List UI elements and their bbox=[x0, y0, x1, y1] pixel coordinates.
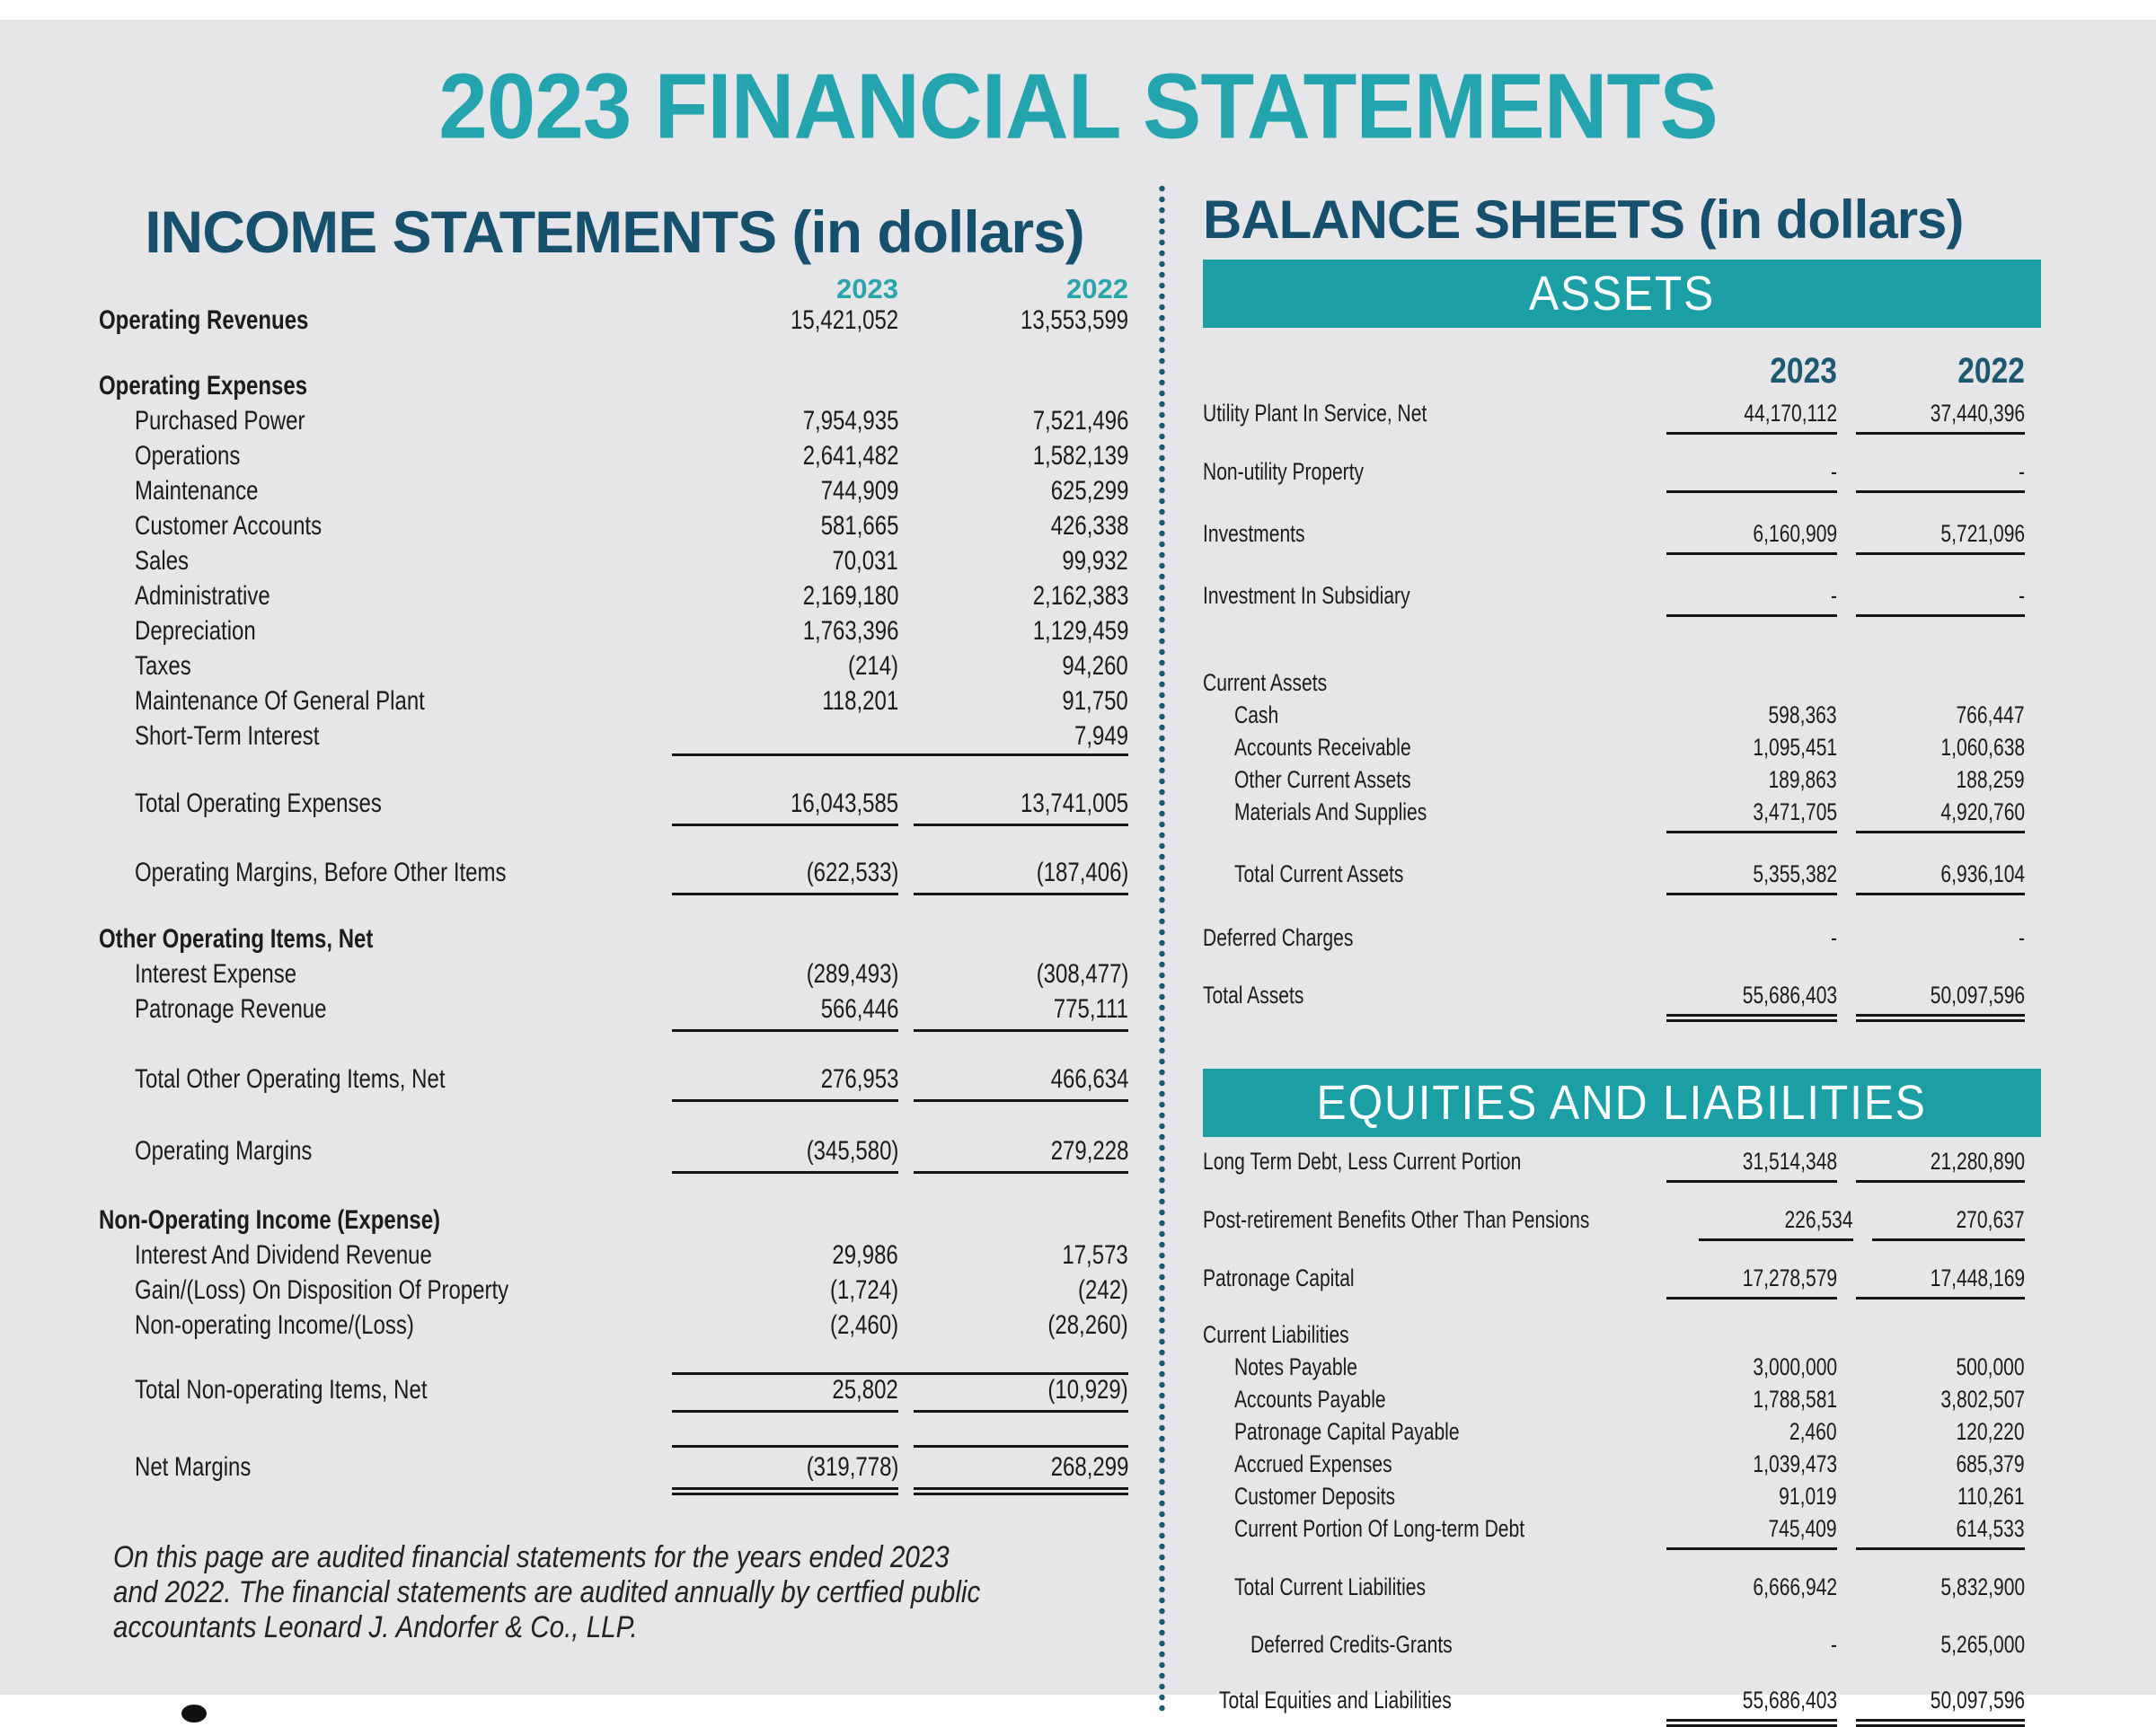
statement-row bbox=[99, 546, 1130, 581]
value-2023: 29,986 bbox=[832, 1240, 898, 1270]
year-header-2023: 2023 bbox=[1770, 351, 1837, 391]
assets-banner-label: ASSETS bbox=[1528, 267, 1716, 321]
value-2023: 745,409 bbox=[1666, 1515, 1837, 1550]
value-2022: 21,280,890 bbox=[1856, 1148, 2025, 1183]
equities-liabilities-banner bbox=[1203, 1069, 2041, 1137]
value-2023: - bbox=[1830, 924, 1837, 951]
value-2022 bbox=[1856, 1321, 2025, 1353]
value-2023: - bbox=[1666, 582, 1837, 617]
row-label: Non-operating Income/(Loss) bbox=[135, 1310, 414, 1340]
value-2022: 37,440,396 bbox=[1856, 400, 2025, 435]
statement-row bbox=[99, 959, 1130, 994]
statement-row bbox=[99, 858, 1130, 895]
value-2022: 775,111 bbox=[914, 994, 1128, 1032]
row-label: Total Assets bbox=[1203, 982, 1304, 1009]
statement-row bbox=[99, 305, 1130, 340]
value-2022: 17,448,169 bbox=[1856, 1264, 2025, 1300]
statement-row bbox=[99, 581, 1130, 616]
value-2023: (319,778) bbox=[672, 1445, 898, 1495]
audit-note-line: and 2022. The financial statements are audited annually by certfied public bbox=[113, 1575, 981, 1609]
value-2022: 5,832,900 bbox=[1940, 1573, 2025, 1600]
statement-row bbox=[99, 1240, 1130, 1275]
value-2023: 2,460 bbox=[1789, 1418, 1837, 1445]
statement-row bbox=[1203, 1148, 2041, 1183]
row-label: Sales bbox=[135, 546, 190, 576]
financial-statements-page bbox=[0, 20, 2156, 1714]
row-label: Short-Term Interest bbox=[135, 721, 320, 751]
statement-row bbox=[1203, 582, 2041, 617]
row-label: Operations bbox=[135, 441, 241, 471]
value-2022: 50,097,596 bbox=[1856, 982, 2025, 1022]
value-2023: 15,421,052 bbox=[790, 305, 898, 335]
statement-row bbox=[99, 994, 1130, 1032]
value-2022: (242) bbox=[1077, 1275, 1128, 1305]
value-2022: 17,573 bbox=[1062, 1240, 1128, 1270]
value-2022: 614,533 bbox=[1856, 1515, 2025, 1550]
equities-rows bbox=[1203, 1148, 2041, 1727]
statement-row bbox=[99, 1310, 1130, 1345]
row-label: Post-retirement Benefits Other Than Pensions bbox=[1203, 1206, 1590, 1233]
value-2023: (289,493) bbox=[806, 959, 898, 989]
value-2023: 598,363 bbox=[1768, 701, 1837, 728]
row-label: Current Portion Of Long-term Debt bbox=[1234, 1515, 1525, 1542]
value-2023: 276,953 bbox=[672, 1064, 898, 1102]
row-label: Net Margins bbox=[135, 1452, 252, 1482]
value-2023: 3,471,705 bbox=[1666, 798, 1837, 833]
value-2022: 5,265,000 bbox=[1940, 1631, 2025, 1658]
page-title: 2023 FINANCIAL STATEMENTS bbox=[438, 54, 1718, 158]
statement-row bbox=[1203, 798, 2041, 833]
row-label: Deferred Credits-Grants bbox=[1250, 1631, 1453, 1658]
value-2023 bbox=[672, 1205, 898, 1240]
row-label: Current Liabilities bbox=[1203, 1321, 1349, 1348]
value-2022: 279,228 bbox=[914, 1136, 1128, 1174]
value-2023 bbox=[672, 721, 898, 756]
value-2022: 500,000 bbox=[1956, 1353, 2025, 1380]
value-2022 bbox=[914, 924, 1128, 959]
statement-row bbox=[1203, 400, 2041, 435]
value-2022: 4,920,760 bbox=[1856, 798, 2025, 833]
row-label: Operating Revenues bbox=[99, 305, 309, 335]
value-2023: - bbox=[1830, 1631, 1837, 1658]
value-2022: 188,259 bbox=[1956, 766, 2025, 793]
row-label: Investments bbox=[1203, 520, 1305, 547]
equities-banner-label: EQUITIES AND LIABILITIES bbox=[1316, 1076, 1928, 1130]
year-header-2022: 2022 bbox=[1957, 351, 2025, 391]
statement-row bbox=[99, 721, 1130, 756]
balance-sheet-section bbox=[1203, 189, 2041, 1727]
value-2023: 581,665 bbox=[820, 511, 898, 541]
value-2023: 1,039,473 bbox=[1753, 1450, 1837, 1477]
value-2023: 3,000,000 bbox=[1753, 1353, 1837, 1380]
value-2022: - bbox=[2018, 924, 2025, 951]
value-2022: - bbox=[1856, 582, 2025, 617]
income-statement-section bbox=[99, 198, 1130, 1645]
row-label: Other Current Assets bbox=[1234, 766, 1411, 793]
row-label: Purchased Power bbox=[135, 406, 305, 436]
row-label: Interest Expense bbox=[135, 959, 297, 989]
statement-row bbox=[1203, 669, 2041, 701]
value-2023: 25,802 bbox=[672, 1375, 898, 1413]
value-2023: 6,160,909 bbox=[1666, 520, 1837, 555]
value-2023: 744,909 bbox=[820, 476, 898, 506]
statement-row bbox=[1203, 1264, 2041, 1300]
audit-note-line: accountants Leonard J. Andorfer & Co., LLP. bbox=[113, 1610, 638, 1644]
row-label: Operating Expenses bbox=[99, 371, 308, 401]
row-label: Administrative bbox=[135, 581, 270, 611]
row-label: Investment In Subsidiary bbox=[1203, 582, 1410, 609]
value-2022 bbox=[1856, 669, 2025, 701]
value-2022: (187,406) bbox=[914, 858, 1128, 895]
value-2023: 1,095,451 bbox=[1753, 734, 1837, 761]
row-label: Gain/(Loss) On Disposition Of Property bbox=[135, 1275, 509, 1305]
statement-row bbox=[99, 511, 1130, 546]
row-label: Long Term Debt, Less Current Portion bbox=[1203, 1148, 1522, 1175]
value-2022: 3,802,507 bbox=[1940, 1386, 2025, 1413]
row-label: Patronage Capital Payable bbox=[1234, 1418, 1460, 1445]
row-label: Total Current Liabilities bbox=[1234, 1573, 1427, 1600]
row-label: Operating Margins bbox=[135, 1136, 313, 1166]
balance-sheet-title: BALANCE SHEETS (in dollars) bbox=[1203, 189, 1964, 250]
value-2023 bbox=[1666, 1321, 1837, 1353]
statement-row bbox=[99, 441, 1130, 476]
audit-note bbox=[99, 1540, 1130, 1645]
value-2023: 6,666,942 bbox=[1753, 1573, 1837, 1600]
statement-row bbox=[1203, 1450, 2041, 1483]
value-2023 bbox=[672, 371, 898, 406]
statement-row bbox=[1203, 1386, 2041, 1418]
statement-row bbox=[1203, 860, 2041, 895]
assets-banner bbox=[1203, 260, 2041, 328]
statement-row bbox=[99, 1064, 1130, 1102]
value-2023: 566,446 bbox=[672, 994, 898, 1032]
value-2022: 99,932 bbox=[1062, 546, 1128, 576]
row-label: Cash bbox=[1234, 701, 1279, 728]
year-header-2022: 2022 bbox=[1066, 273, 1128, 304]
value-2022: 91,750 bbox=[1062, 686, 1128, 716]
statement-row bbox=[99, 371, 1130, 406]
statement-row bbox=[99, 651, 1130, 686]
statement-row bbox=[99, 616, 1130, 651]
statement-row bbox=[1203, 1206, 2041, 1241]
value-2023: - bbox=[1666, 458, 1837, 493]
statement-row bbox=[1203, 766, 2041, 798]
row-label: Total Other Operating Items, Net bbox=[135, 1064, 446, 1094]
value-2023: 55,686,403 bbox=[1666, 982, 1837, 1022]
row-label: Current Assets bbox=[1203, 669, 1328, 696]
value-2023: 2,641,482 bbox=[802, 441, 898, 471]
row-label: Total Current Assets bbox=[1234, 860, 1404, 887]
statement-row bbox=[99, 476, 1130, 511]
value-2022 bbox=[914, 371, 1128, 406]
income-year-headers bbox=[99, 273, 1130, 305]
row-label: Total Equities and Liabilities bbox=[1218, 1687, 1452, 1714]
value-2023: 17,278,579 bbox=[1666, 1264, 1837, 1300]
value-2023: 1,788,581 bbox=[1753, 1386, 1837, 1413]
value-2022: - bbox=[1856, 458, 2025, 493]
top-white-strip bbox=[0, 0, 2156, 20]
value-2022: (28,260) bbox=[1047, 1310, 1128, 1340]
year-header-2023: 2023 bbox=[836, 273, 898, 304]
value-2023: 226,534 bbox=[1699, 1206, 1853, 1241]
value-2022: 426,338 bbox=[1050, 511, 1128, 541]
row-label: Patronage Capital bbox=[1203, 1264, 1355, 1291]
statement-row bbox=[1203, 1687, 2041, 1727]
assets-rows bbox=[1203, 400, 2041, 1022]
value-2022: 1,582,139 bbox=[1032, 441, 1128, 471]
value-2022: 6,936,104 bbox=[1856, 860, 2025, 895]
value-2023: 70,031 bbox=[832, 546, 898, 576]
dotted-column-divider bbox=[1159, 183, 1165, 1714]
value-2022: 1,060,638 bbox=[1940, 734, 2025, 761]
row-label: Notes Payable bbox=[1234, 1353, 1357, 1380]
row-label: Customer Deposits bbox=[1234, 1483, 1396, 1510]
row-label: Depreciation bbox=[135, 616, 256, 646]
value-2022: 13,553,599 bbox=[1020, 305, 1128, 335]
value-2023: 7,954,935 bbox=[802, 406, 898, 436]
row-label: Accounts Payable bbox=[1234, 1386, 1386, 1413]
value-2022: 2,162,383 bbox=[1032, 581, 1128, 611]
statement-row bbox=[1203, 520, 2041, 555]
value-2022: 7,521,496 bbox=[1032, 406, 1128, 436]
row-label: Maintenance Of General Plant bbox=[135, 686, 425, 716]
value-2023 bbox=[672, 924, 898, 959]
value-2023: (1,724) bbox=[829, 1275, 898, 1305]
statement-row bbox=[1203, 1483, 2041, 1515]
row-label: Utility Plant In Service, Net bbox=[1203, 400, 1427, 427]
value-2022: 5,721,096 bbox=[1856, 520, 2025, 555]
statement-row bbox=[1203, 1353, 2041, 1386]
value-2023: 1,763,396 bbox=[802, 616, 898, 646]
row-label: Materials And Supplies bbox=[1234, 798, 1427, 825]
row-label: Taxes bbox=[135, 651, 191, 681]
value-2023: 16,043,585 bbox=[672, 789, 898, 826]
row-label: Total Operating Expenses bbox=[135, 789, 382, 818]
statement-row bbox=[1203, 924, 2041, 956]
row-label: Accrued Expenses bbox=[1234, 1450, 1392, 1477]
page-corner-dot bbox=[181, 1705, 207, 1723]
value-2023: (2,460) bbox=[829, 1310, 898, 1340]
value-2023: 189,863 bbox=[1768, 766, 1837, 793]
income-statement-rows bbox=[99, 305, 1130, 1495]
value-2023: 5,355,382 bbox=[1666, 860, 1837, 895]
statement-row bbox=[1203, 1573, 2041, 1606]
statement-row bbox=[1203, 1515, 2041, 1550]
row-label: Maintenance bbox=[135, 476, 259, 506]
row-label: Other Operating Items, Net bbox=[99, 924, 374, 954]
row-label: Accounts Receivable bbox=[1234, 734, 1411, 761]
value-2023: (345,580) bbox=[672, 1136, 898, 1174]
statement-row bbox=[99, 1375, 1130, 1413]
statement-row bbox=[99, 406, 1130, 441]
row-label: Operating Margins, Before Other Items bbox=[135, 858, 507, 887]
statement-row bbox=[99, 1445, 1130, 1495]
value-2022: 7,949 bbox=[1074, 721, 1128, 751]
value-2022: 110,261 bbox=[1957, 1483, 2025, 1510]
row-label: Deferred Charges bbox=[1203, 924, 1354, 951]
value-2022: 94,260 bbox=[1062, 651, 1128, 681]
value-2022: 50,097,596 bbox=[1856, 1687, 2025, 1727]
value-2022 bbox=[914, 1205, 1128, 1240]
row-label: Total Non-operating Items, Net bbox=[135, 1375, 428, 1405]
statement-row bbox=[99, 686, 1130, 721]
value-2022: 1,129,459 bbox=[1032, 616, 1128, 646]
statement-row bbox=[99, 789, 1130, 826]
value-2022: 466,634 bbox=[914, 1064, 1128, 1102]
statement-row bbox=[1203, 982, 2041, 1022]
value-2023: 31,514,348 bbox=[1666, 1148, 1837, 1183]
value-2023 bbox=[1666, 669, 1837, 701]
statement-row bbox=[1203, 701, 2041, 734]
value-2023: 118,201 bbox=[822, 686, 898, 716]
statement-row bbox=[1203, 1321, 2041, 1353]
statement-row bbox=[99, 924, 1130, 959]
statement-row bbox=[99, 1136, 1130, 1174]
value-2022: (10,929) bbox=[914, 1375, 1128, 1413]
value-2023: 2,169,180 bbox=[802, 581, 898, 611]
audit-note-line: On this page are audited financial statements for the years ended 2023 bbox=[113, 1540, 950, 1574]
row-label: Non-Operating Income (Expense) bbox=[99, 1205, 441, 1235]
value-2022: 625,299 bbox=[1050, 476, 1128, 506]
statement-row bbox=[99, 1205, 1130, 1240]
value-2023: 44,170,112 bbox=[1666, 400, 1837, 435]
value-2022: 685,379 bbox=[1956, 1450, 2025, 1477]
value-2022: 270,637 bbox=[1872, 1206, 2025, 1241]
value-2022: 120,220 bbox=[1956, 1418, 2025, 1445]
balance-year-headers bbox=[1203, 351, 2041, 394]
statement-row bbox=[1203, 458, 2041, 493]
value-2023: 55,686,403 bbox=[1666, 1687, 1837, 1727]
row-label: Customer Accounts bbox=[135, 511, 323, 541]
row-label: Interest And Dividend Revenue bbox=[135, 1240, 432, 1270]
value-2023: 91,019 bbox=[1779, 1483, 1837, 1510]
value-2022: 766,447 bbox=[1956, 701, 2025, 728]
income-statement-title: INCOME STATEMENTS (in dollars) bbox=[145, 198, 1084, 265]
row-label: Non-utility Property bbox=[1203, 458, 1365, 485]
value-2023: (622,533) bbox=[672, 858, 898, 895]
statement-row bbox=[1203, 734, 2041, 766]
value-2022: 13,741,005 bbox=[914, 789, 1128, 826]
value-2023: (214) bbox=[847, 651, 898, 681]
value-2022: 268,299 bbox=[914, 1445, 1128, 1495]
row-label: Patronage Revenue bbox=[135, 994, 327, 1024]
statement-row bbox=[99, 1275, 1130, 1310]
value-2022: (308,477) bbox=[1036, 959, 1128, 989]
statement-row bbox=[1203, 1418, 2041, 1450]
statement-row bbox=[1203, 1631, 2041, 1663]
